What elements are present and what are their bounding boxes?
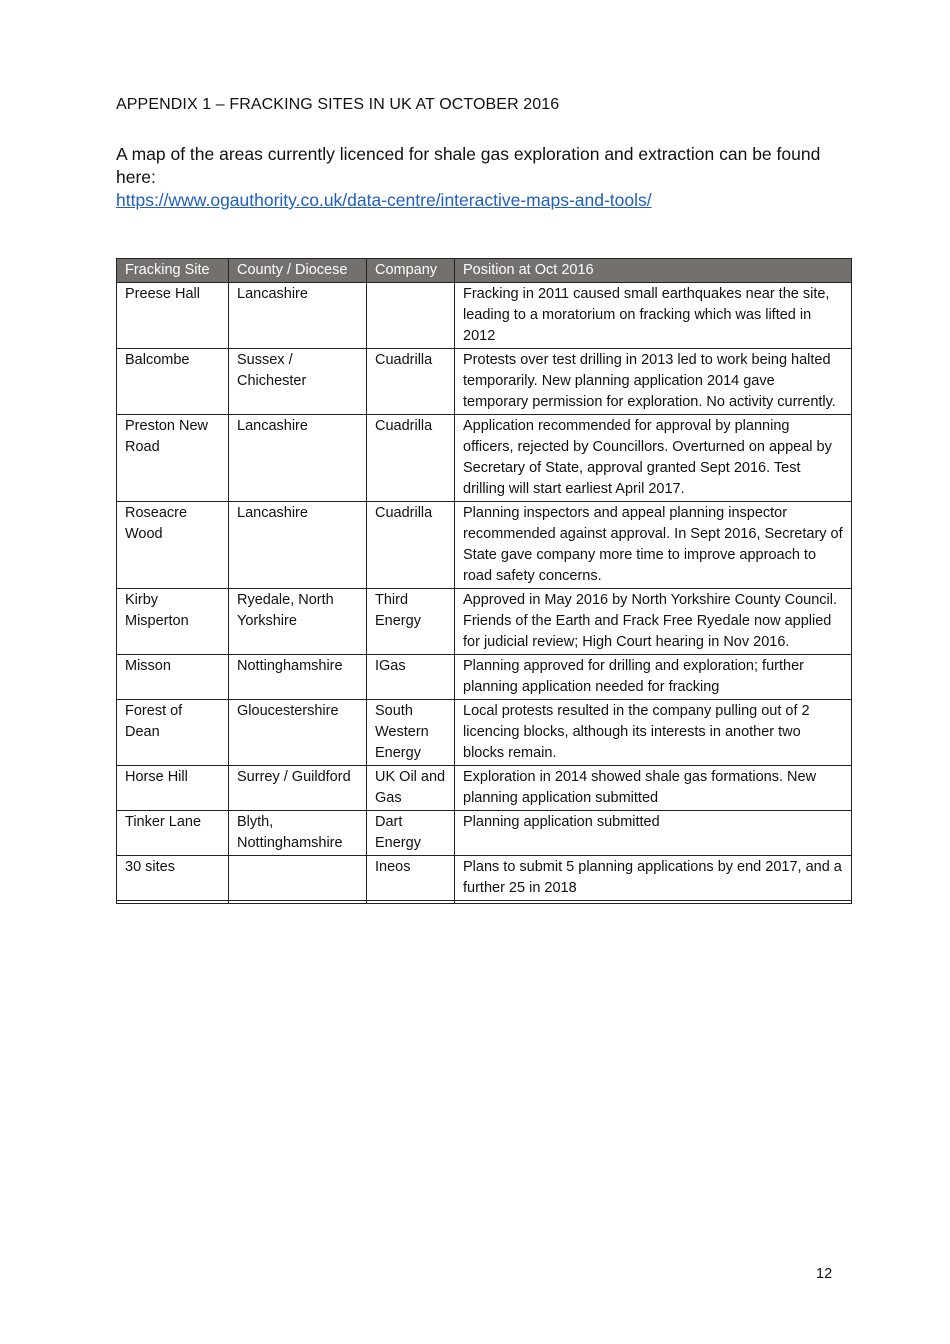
- table-row: [117, 700, 852, 766]
- table-row: [117, 766, 852, 811]
- fracking-sites-table: [116, 258, 852, 904]
- cell-county: Blyth, Nottinghamshire: [229, 811, 367, 856]
- cell-empty: [229, 901, 367, 904]
- cell-position: Local protests resulted in the company pulling out of 2 licencing blocks, although its interests in another two blocks remain.: [455, 700, 852, 766]
- cell-position: Protests over test drilling in 2013 led to work being halted temporarily. New planning application 2014 gave temporary permission for exploration. No activity currently.: [455, 349, 852, 415]
- cell-county: Nottinghamshire: [229, 655, 367, 700]
- cell-site: 30 sites: [117, 856, 229, 901]
- cell-county: Lancashire: [229, 415, 367, 502]
- table-row: [117, 811, 852, 856]
- cell-site: Horse Hill: [117, 766, 229, 811]
- cell-company: [367, 283, 455, 349]
- cell-site: Roseacre Wood: [117, 502, 229, 589]
- table-row: [117, 589, 852, 655]
- header-site: Fracking Site: [117, 259, 229, 283]
- cell-company: Cuadrilla: [367, 502, 455, 589]
- table-row: [117, 655, 852, 700]
- cell-county: Lancashire: [229, 283, 367, 349]
- table-row: [117, 415, 852, 502]
- cell-position: Approved in May 2016 by North Yorkshire County Council. Friends of the Earth and Frack Free Ryedale now applied for judicial review; High Court hearing in Nov 2016.: [455, 589, 852, 655]
- table-row: [117, 283, 852, 349]
- intro-paragraph: [116, 143, 836, 212]
- cell-position: Planning inspectors and appeal planning inspector recommended against approval. In Sept 2016, Secretary of State gave company more time to improve approach to road safety concerns.: [455, 502, 852, 589]
- cell-empty: [455, 901, 852, 904]
- intro-text: A map of the areas currently licenced for shale gas exploration and extraction can be found here:: [116, 144, 821, 187]
- table-row: [117, 349, 852, 415]
- map-link[interactable]: https://www.ogauthority.co.uk/data-centre/interactive-maps-and-tools/: [116, 190, 652, 210]
- cell-position: Application recommended for approval by planning officers, rejected by Councillors. Overturned on appeal by Secretary of State, approval granted Sept 2016. Test drilling will start earliest April 2017.: [455, 415, 852, 502]
- cell-position: Fracking in 2011 caused small earthquakes near the site, leading to a moratorium on fracking which was lifted in 2012: [455, 283, 852, 349]
- cell-empty: [367, 901, 455, 904]
- cell-company: UK Oil and Gas: [367, 766, 455, 811]
- cell-company: Cuadrilla: [367, 415, 455, 502]
- cell-site: Forest of Dean: [117, 700, 229, 766]
- table-row: [117, 502, 852, 589]
- cell-company: Third Energy: [367, 589, 455, 655]
- cell-site: Kirby Misperton: [117, 589, 229, 655]
- cell-company: Dart Energy: [367, 811, 455, 856]
- cell-company: IGas: [367, 655, 455, 700]
- table-row: [117, 856, 852, 901]
- header-position: Position at Oct 2016: [455, 259, 852, 283]
- cell-site: Balcombe: [117, 349, 229, 415]
- cell-county: Surrey / Guildford: [229, 766, 367, 811]
- cell-position: Planning approved for drilling and exploration; further planning application needed for fracking: [455, 655, 852, 700]
- cell-county: Gloucestershire: [229, 700, 367, 766]
- table-header-row: [117, 259, 852, 283]
- cell-county: Ryedale, North Yorkshire: [229, 589, 367, 655]
- cell-position: Planning application submitted: [455, 811, 852, 856]
- cell-county: [229, 856, 367, 901]
- cell-empty: [117, 901, 229, 904]
- cell-site: Preston New Road: [117, 415, 229, 502]
- header-county: County / Diocese: [229, 259, 367, 283]
- cell-company: Cuadrilla: [367, 349, 455, 415]
- cell-site: Tinker Lane: [117, 811, 229, 856]
- header-company: Company: [367, 259, 455, 283]
- cell-position: Exploration in 2014 showed shale gas formations. New planning application submitted: [455, 766, 852, 811]
- cell-site: Preese Hall: [117, 283, 229, 349]
- cell-company: South Western Energy: [367, 700, 455, 766]
- table-row-empty: [117, 901, 852, 904]
- cell-company: Ineos: [367, 856, 455, 901]
- cell-county: Lancashire: [229, 502, 367, 589]
- cell-position: Plans to submit 5 planning applications by end 2017, and a further 25 in 2018: [455, 856, 852, 901]
- cell-site: Misson: [117, 655, 229, 700]
- cell-county: Sussex / Chichester: [229, 349, 367, 415]
- page-title: APPENDIX 1 – FRACKING SITES IN UK AT OCTOBER 2016: [116, 96, 560, 113]
- page-number: 12: [816, 1266, 833, 1282]
